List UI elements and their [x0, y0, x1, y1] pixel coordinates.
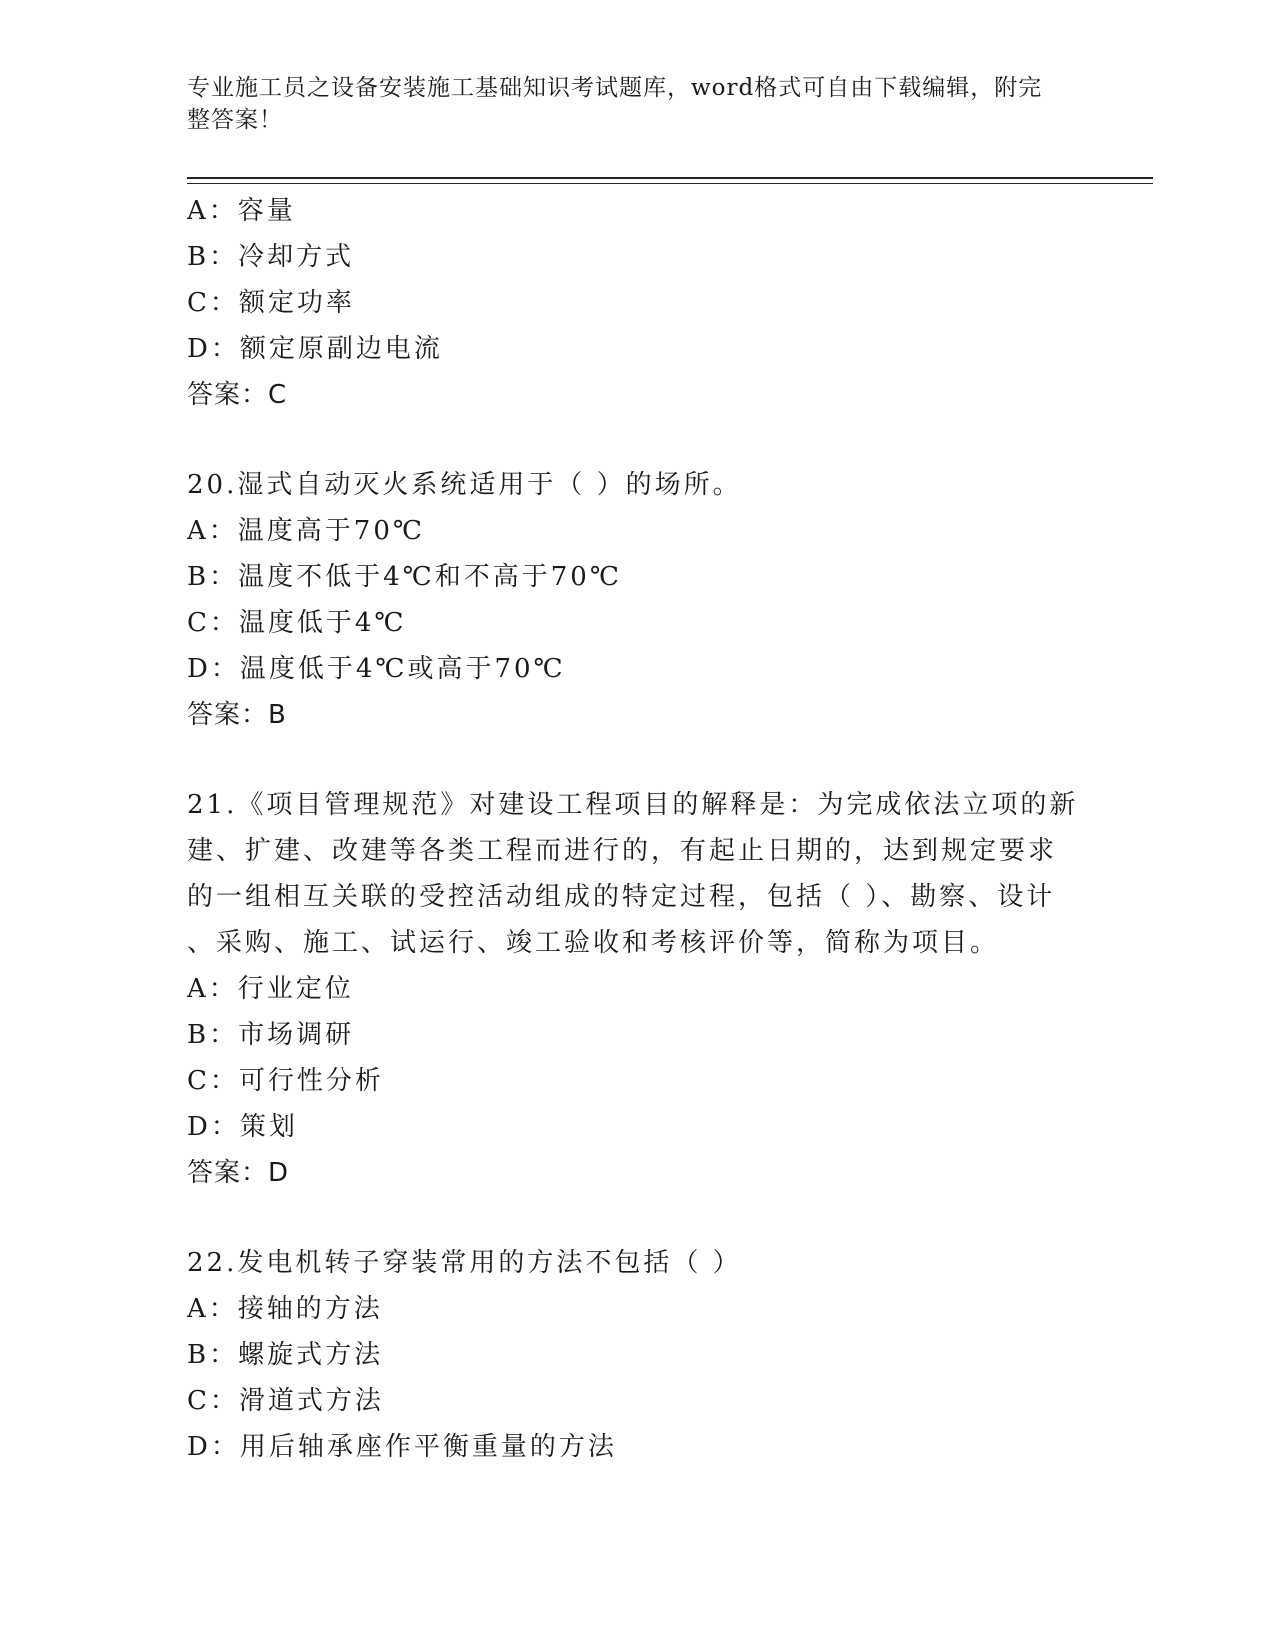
q21-stem-line-2: 建、扩建、改建等各类工程而进行的，有起止日期的，达到规定要求 [187, 836, 1058, 866]
q21-stem-line-3: 的一组相互关联的受控活动组成的特定过程，包括（ ）、勘察、设计 [187, 882, 1056, 912]
q22-option-b: B：螺旋式方法 [187, 1340, 384, 1370]
q21-stem [187, 782, 1079, 966]
question-21 [187, 782, 1087, 1196]
header-line-1: 专业施工员之设备安装施工基础知识考试题库，word格式可自由下载编辑，附完 [187, 75, 1043, 101]
q19-answer: 答案：C [187, 380, 288, 410]
q20-stem: 20.湿式自动灭火系统适用于（ ）的场所。 [187, 470, 742, 500]
question-20 [187, 462, 1087, 738]
q22-option-a: A：接轴的方法 [187, 1294, 383, 1324]
q21-option-a: A：行业定位 [187, 974, 354, 1004]
q19-option-d: D：额定原副边电流 [187, 334, 443, 364]
q21-option-b: B：市场调研 [187, 1020, 355, 1050]
q20-option-c: C：温度低于4℃ [187, 608, 407, 638]
q19-option-a: A：容量 [187, 196, 296, 226]
q21-stem-line-1: 21.《项目管理规范》对建设工程项目的解释是：为完成依法立项的新 [187, 790, 1079, 820]
spacer [187, 738, 1087, 782]
q20-option-a: A：温度高于70℃ [187, 516, 425, 546]
question-list [187, 188, 1087, 1470]
spacer [187, 418, 1087, 462]
question-19 [187, 188, 1087, 418]
header-line-2: 整答案！ [187, 107, 283, 133]
q19-option-b: B：冷却方式 [187, 242, 355, 272]
header-divider-thin [187, 183, 1153, 184]
q20-option-b: B：温度不低于4℃和不高于70℃ [187, 562, 622, 592]
q20-option-d: D：温度低于4℃或高于70℃ [187, 654, 566, 684]
q22-stem: 22.发电机转子穿装常用的方法不包括（ ） [187, 1248, 742, 1278]
document-header [187, 72, 1067, 136]
q22-option-d: D：用后轴承座作平衡重量的方法 [187, 1432, 617, 1462]
question-22 [187, 1240, 1087, 1470]
q22-option-c: C：滑道式方法 [187, 1386, 384, 1416]
q21-stem-line-4: 、采购、施工、试运行、竣工验收和考核评价等，简称为项目。 [187, 928, 1000, 958]
spacer [187, 1196, 1087, 1240]
q21-option-c: C：可行性分析 [187, 1066, 384, 1096]
q20-answer: 答案：B [187, 700, 287, 730]
q21-answer: 答案：D [187, 1158, 290, 1188]
q19-option-c: C：额定功率 [187, 288, 355, 318]
header-divider-thick [187, 177, 1153, 179]
q21-option-d: D：策划 [187, 1112, 298, 1142]
